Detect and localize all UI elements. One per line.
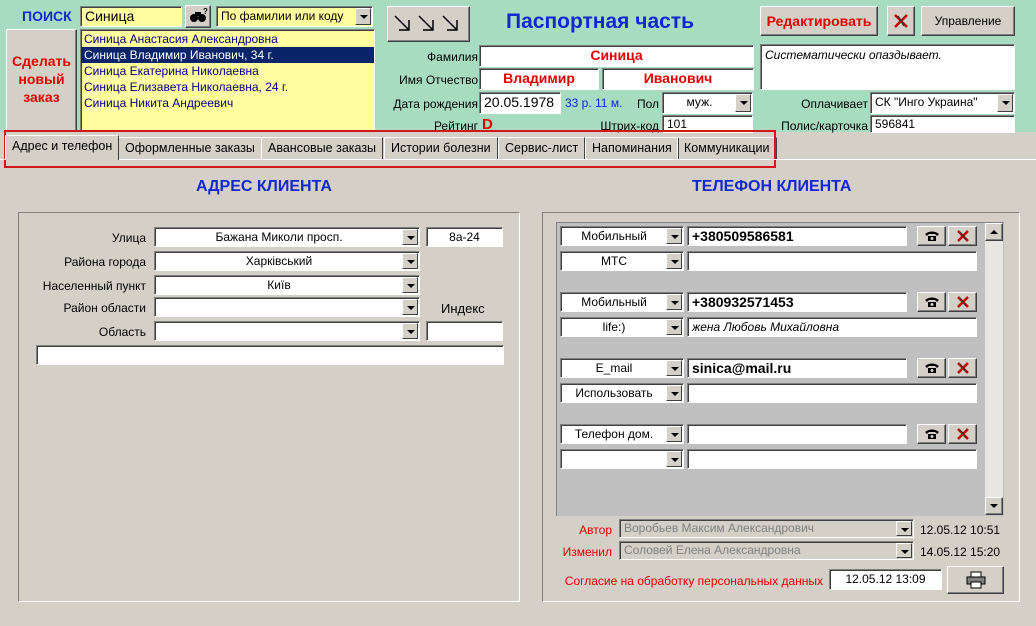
phone-note-field[interactable] xyxy=(687,383,977,403)
phone-sub-select[interactable] xyxy=(560,449,684,469)
edit-button[interactable] xyxy=(760,6,878,36)
telephone-icon xyxy=(924,362,940,374)
phone-type-select[interactable] xyxy=(560,424,684,444)
chevron-down-icon[interactable] xyxy=(666,426,682,442)
surname-field[interactable]: Синица xyxy=(479,45,754,67)
search-result-item[interactable]: Синица Елизавета Николаевна, 24 г. xyxy=(84,80,289,94)
new-order-label: Сделать новый заказ xyxy=(12,53,71,105)
search-label: ПОИСК xyxy=(22,8,72,24)
tab-0[interactable]: Адрес и телефон xyxy=(5,135,119,160)
search-result-item[interactable]: Синица Владимир Иванович, 34 г. xyxy=(81,47,374,63)
phone-type-value: E_mail xyxy=(595,361,633,375)
no-edit-icon xyxy=(956,361,970,375)
changed-label: Изменил xyxy=(562,545,612,559)
chevron-down-icon[interactable] xyxy=(402,253,418,269)
chevron-down-icon[interactable] xyxy=(666,385,682,401)
birth-date-field[interactable]: 20.05.1978 xyxy=(479,92,561,114)
city-value: Київ xyxy=(267,278,291,292)
note-field[interactable]: Систематически опаздывает. xyxy=(760,44,1015,90)
tab-separator xyxy=(0,159,1036,160)
name-label: Имя Отчество xyxy=(399,73,478,87)
call-button[interactable] xyxy=(917,424,946,444)
rating-label: Рейтинг xyxy=(433,119,478,133)
phone-number-field[interactable]: +380932571453 xyxy=(687,292,907,312)
tab-bar-highlight xyxy=(4,130,776,168)
new-order-button[interactable] xyxy=(6,29,77,132)
consent-label: Согласие на обработку персональных данных xyxy=(564,574,823,588)
city-select[interactable] xyxy=(154,275,420,295)
telephone-icon xyxy=(924,428,940,440)
search-result-item[interactable]: Синица Екатерина Николаевна xyxy=(84,64,259,78)
tab-4[interactable]: Сервис-лист xyxy=(498,137,585,159)
changed-select[interactable] xyxy=(619,541,914,560)
region-select[interactable] xyxy=(154,321,420,341)
chevron-down-icon[interactable] xyxy=(666,319,682,335)
manage-button-label: Управление xyxy=(934,14,1002,28)
chevron-down-icon[interactable] xyxy=(896,543,912,558)
age-value: 33 р. 11 м. xyxy=(565,96,623,110)
changed-date: 14.05.12 15:20 xyxy=(920,545,1001,559)
chevron-down-icon[interactable] xyxy=(355,8,371,25)
tab-2[interactable]: Авансовые заказы xyxy=(261,137,383,159)
phone-note-field[interactable] xyxy=(687,251,977,271)
phone-type-select[interactable] xyxy=(560,358,684,378)
phone-number-field[interactable] xyxy=(687,424,907,444)
search-result-item[interactable]: Синица Никита Андреевич xyxy=(84,96,234,110)
consent-date-field[interactable]: 12.05.12 13:09 xyxy=(829,569,942,590)
arrows-button[interactable] xyxy=(387,6,470,42)
phone-sub-value: Использовать xyxy=(575,386,653,400)
print-button[interactable] xyxy=(947,566,1004,594)
edit-button-label: Редактировать xyxy=(766,13,872,29)
tab-1[interactable]: Оформленные заказы xyxy=(118,137,262,159)
phone-sub-select[interactable] xyxy=(560,317,684,337)
search-mode-select[interactable] xyxy=(216,6,373,27)
house-field[interactable]: 8а-24 xyxy=(426,227,503,247)
phones-title: ТЕЛЕФОН КЛИЕНТА xyxy=(692,178,852,195)
policy-field[interactable]: 596841 xyxy=(870,115,1015,133)
patronymic-field[interactable]: Иванович xyxy=(602,68,754,90)
phone-type-value: Телефон дом. xyxy=(574,427,654,441)
phone-note-field[interactable]: жена Любовь Михайловна xyxy=(687,317,977,337)
search-input[interactable]: Синица xyxy=(80,6,182,27)
index-field[interactable] xyxy=(426,321,503,341)
chevron-down-icon[interactable] xyxy=(666,253,682,269)
rating-value: D xyxy=(482,116,493,133)
call-button[interactable] xyxy=(917,292,946,312)
first-name-field[interactable]: Владимир xyxy=(479,68,599,90)
author-select[interactable] xyxy=(619,519,914,538)
address-line-field[interactable] xyxy=(36,345,504,365)
phone-type-value: Мобильный xyxy=(581,229,647,243)
chevron-down-icon[interactable] xyxy=(735,94,751,112)
chevron-down-icon[interactable] xyxy=(402,323,418,339)
region-district-select[interactable] xyxy=(154,297,420,317)
search-mode-value: По фамилии или коду xyxy=(221,9,344,23)
binoculars-icon xyxy=(188,8,208,24)
chevron-down-icon[interactable] xyxy=(896,521,912,536)
street-label: Улица xyxy=(111,231,146,245)
call-button[interactable] xyxy=(917,358,946,378)
chevron-down-icon[interactable] xyxy=(666,360,682,376)
diagonal-arrows-icon xyxy=(391,10,467,38)
chevron-down-icon[interactable] xyxy=(402,229,418,245)
printer-icon xyxy=(966,571,986,589)
search-results-list[interactable] xyxy=(80,29,375,132)
tab-3[interactable]: Истории болезни xyxy=(384,137,498,159)
no-edit-icon xyxy=(956,295,970,309)
phone-type-select[interactable] xyxy=(560,226,684,246)
phone-number-field[interactable]: +380509586581 xyxy=(687,226,907,246)
find-button[interactable] xyxy=(185,5,211,28)
delete-phone-button[interactable] xyxy=(948,226,977,246)
manage-button[interactable] xyxy=(921,6,1015,36)
arrow-up-icon xyxy=(989,229,999,235)
delete-phone-button[interactable] xyxy=(948,292,977,312)
chevron-down-icon[interactable] xyxy=(666,228,682,244)
arrow-down-icon xyxy=(989,503,999,509)
scroll-down-button[interactable] xyxy=(985,497,1003,515)
address-title: АДРЕС КЛИЕНТА xyxy=(196,178,332,195)
author-value: Воробьев Максим Александрович xyxy=(624,521,815,535)
chevron-down-icon[interactable] xyxy=(997,94,1013,112)
district-select[interactable] xyxy=(154,251,420,271)
author-label: Автор xyxy=(579,523,612,537)
search-result-item[interactable]: Синица Анастасия Александровна xyxy=(84,32,278,46)
sex-label: Пол xyxy=(636,97,659,111)
chevron-down-icon[interactable] xyxy=(402,299,418,315)
chevron-down-icon[interactable] xyxy=(666,294,682,310)
delete-phone-button[interactable] xyxy=(948,424,977,444)
index-label: Индекс xyxy=(441,301,485,316)
payer-select[interactable] xyxy=(870,92,1015,114)
phone-note-field[interactable] xyxy=(687,449,977,469)
surname-label: Фамилия xyxy=(427,50,478,64)
payer-label: Оплачивает xyxy=(801,97,868,111)
sex-value: муж. xyxy=(686,95,713,109)
barcode-label: Штрих-код xyxy=(600,119,659,133)
barcode-field[interactable]: 101 xyxy=(662,115,753,133)
city-label: Населенный пункт xyxy=(42,279,146,293)
region-label: Область xyxy=(98,325,146,339)
chevron-down-icon[interactable] xyxy=(402,277,418,293)
scroll-up-button[interactable] xyxy=(985,223,1003,241)
district-value: Харківський xyxy=(245,254,313,268)
changed-value: Соловей Елена Александровна xyxy=(624,543,801,557)
cancel-edit-button[interactable] xyxy=(887,6,915,36)
page-title: Паспортная часть xyxy=(506,10,694,33)
phone-sub-select[interactable] xyxy=(560,251,684,271)
call-button[interactable] xyxy=(917,226,946,246)
phone-type-value: Мобильный xyxy=(581,295,647,309)
street-value: Бажана Миколи просп. xyxy=(215,230,343,244)
no-edit-icon xyxy=(956,229,970,243)
phone-sub-value: life:) xyxy=(602,320,626,334)
street-select[interactable] xyxy=(154,227,420,247)
telephone-icon xyxy=(924,230,940,242)
delete-phone-button[interactable] xyxy=(948,358,977,378)
chevron-down-icon[interactable] xyxy=(666,451,682,467)
phone-sub-select[interactable] xyxy=(560,383,684,403)
phone-sub-value: МТС xyxy=(601,254,627,268)
district-label: Района города xyxy=(64,255,146,269)
policy-label: Полис/карточка xyxy=(781,119,868,133)
no-edit-icon xyxy=(956,427,970,441)
phone-number-field[interactable]: sinica@mail.ru xyxy=(687,358,907,378)
phone-type-select[interactable] xyxy=(560,292,684,312)
svg-text:?: ? xyxy=(203,8,208,16)
tab-6[interactable]: Коммуникации xyxy=(677,137,777,159)
no-edit-icon xyxy=(892,12,910,30)
telephone-icon xyxy=(924,296,940,308)
tab-5[interactable]: Напоминания xyxy=(585,137,679,159)
sex-select[interactable] xyxy=(662,92,753,114)
phones-scrollbar[interactable] xyxy=(985,223,1003,515)
payer-value: СК "Инго Украина" xyxy=(875,95,978,109)
region-district-label: Район области xyxy=(63,301,146,315)
birth-date-label: Дата рождения xyxy=(393,97,478,111)
author-date: 12.05.12 10:51 xyxy=(920,523,1001,537)
